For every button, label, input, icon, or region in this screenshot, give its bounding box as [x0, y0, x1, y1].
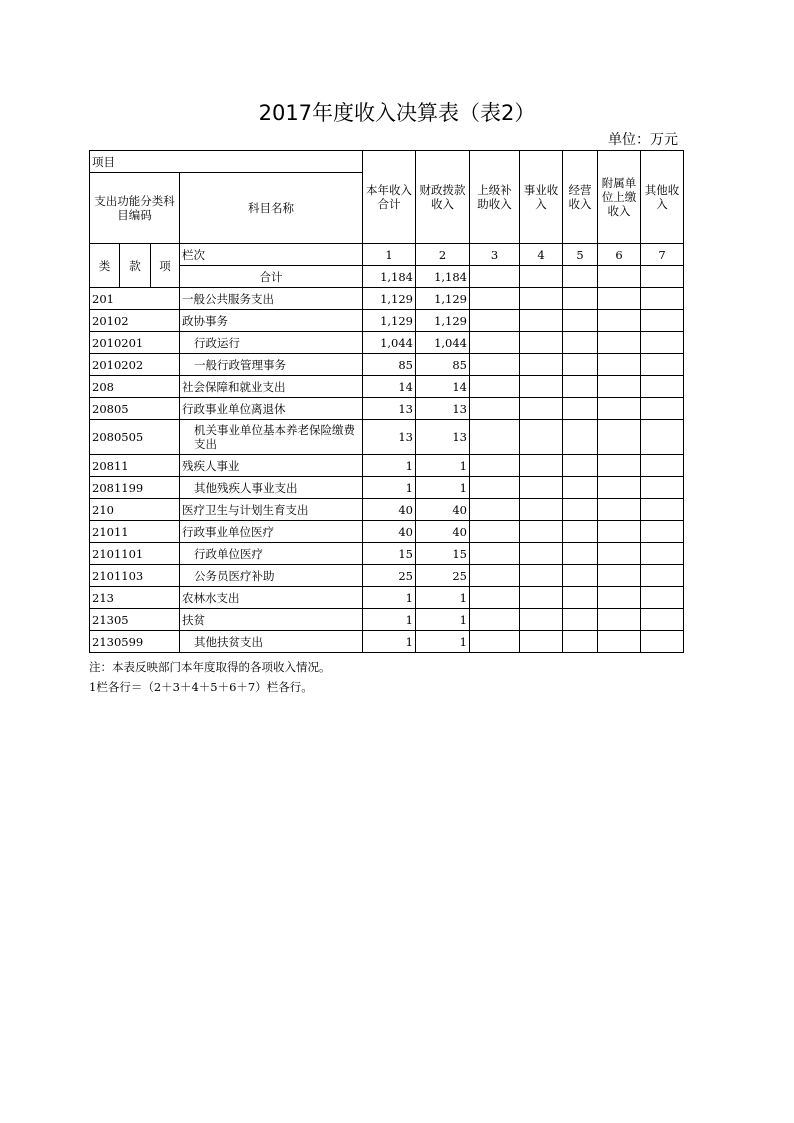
row-name: 农林水支出	[180, 587, 363, 609]
row-name: 一般公共服务支出	[180, 288, 363, 310]
row-v1: 1,129	[363, 310, 416, 332]
row-v2: 15	[416, 543, 470, 565]
header-col-5: 经营收入	[563, 151, 598, 244]
row-name: 医疗卫生与计划生育支出	[180, 499, 363, 521]
table-row	[90, 288, 684, 310]
row-name: 公务员医疗补助	[180, 565, 363, 587]
row-v1: 14	[363, 376, 416, 398]
row-v2: 1	[416, 587, 470, 609]
row-code: 2130599	[90, 631, 180, 653]
col-num: 4	[520, 244, 563, 266]
row-v1: 1	[363, 587, 416, 609]
header-code-label: 支出功能分类科目编码	[90, 173, 180, 244]
row-v2: 40	[416, 499, 470, 521]
row-v2: 1,129	[416, 288, 470, 310]
row-name: 残疾人事业	[180, 455, 363, 477]
table-row	[90, 455, 684, 477]
row-code: 21305	[90, 609, 180, 631]
row-code: 201	[90, 288, 180, 310]
row-v1: 1	[363, 477, 416, 499]
unit-label: 单位：万元	[608, 132, 678, 148]
table-row	[90, 609, 684, 631]
table-row	[90, 587, 684, 609]
row-name: 机关事业单位基本养老保险缴费支出	[180, 420, 363, 455]
row-code: 20102	[90, 310, 180, 332]
row-name: 其他扶贫支出	[180, 631, 363, 653]
row-name: 一般行政管理事务	[180, 354, 363, 376]
row-name: 行政运行	[180, 332, 363, 354]
header-row-project	[90, 151, 684, 173]
header-xiang: 项	[151, 244, 180, 288]
row-v1: 15	[363, 543, 416, 565]
row-v2: 85	[416, 354, 470, 376]
row-v1: 1	[363, 631, 416, 653]
col-num: 1	[363, 244, 416, 266]
table-row	[90, 354, 684, 376]
row-v2: 14	[416, 376, 470, 398]
total-v2: 1,184	[416, 266, 470, 288]
table-row	[90, 376, 684, 398]
header-kuan: 款	[120, 244, 151, 288]
row-code: 208	[90, 376, 180, 398]
row-code: 2081199	[90, 477, 180, 499]
row-v1: 40	[363, 499, 416, 521]
row-v1: 25	[363, 565, 416, 587]
col-num: 3	[470, 244, 520, 266]
table-row	[90, 398, 684, 420]
row-v2: 25	[416, 565, 470, 587]
row-v2: 1,044	[416, 332, 470, 354]
note-line-2: 1栏各行＝（2＋3＋4＋5＋6＋7）栏各行。	[89, 680, 313, 694]
row-v2: 1	[416, 477, 470, 499]
note-line-1: 注：本表反映部门本年度取得的各项收入情况。	[89, 660, 331, 674]
row-code: 213	[90, 587, 180, 609]
table-row	[90, 543, 684, 565]
row-v2: 1	[416, 455, 470, 477]
row-v1: 85	[363, 354, 416, 376]
header-col-6: 附属单位上缴收入	[598, 151, 641, 244]
row-code: 20811	[90, 455, 180, 477]
col-num: 5	[563, 244, 598, 266]
header-name-label: 科目名称	[180, 173, 363, 244]
row-v2: 13	[416, 420, 470, 455]
header-col-4: 事业收入	[520, 151, 563, 244]
header-project: 项目	[90, 151, 363, 173]
row-v2: 40	[416, 521, 470, 543]
table-row	[90, 420, 684, 455]
row-v1: 1,044	[363, 332, 416, 354]
row-code: 2101103	[90, 565, 180, 587]
row-name: 行政单位医疗	[180, 543, 363, 565]
row-v2: 1,129	[416, 310, 470, 332]
row-name: 行政事业单位离退休	[180, 398, 363, 420]
row-name: 扶贫	[180, 609, 363, 631]
header-col-1: 本年收入合计	[363, 151, 416, 244]
table-row	[90, 477, 684, 499]
header-row-lanci	[90, 244, 684, 266]
row-code: 2010201	[90, 332, 180, 354]
row-name: 社会保障和就业支出	[180, 376, 363, 398]
income-table	[89, 150, 684, 653]
table-row	[90, 565, 684, 587]
header-col-3: 上级补助收入	[470, 151, 520, 244]
row-name: 行政事业单位医疗	[180, 521, 363, 543]
table-row	[90, 521, 684, 543]
total-v1: 1,184	[363, 266, 416, 288]
row-v1: 1	[363, 609, 416, 631]
col-num: 6	[598, 244, 641, 266]
header-lanci: 栏次	[180, 244, 363, 266]
header-lei: 类	[90, 244, 120, 288]
row-code: 2080505	[90, 420, 180, 455]
row-code: 20805	[90, 398, 180, 420]
table-row	[90, 332, 684, 354]
header-col-7: 其他收入	[641, 151, 684, 244]
row-code: 2101101	[90, 543, 180, 565]
table-row	[90, 310, 684, 332]
row-code: 210	[90, 499, 180, 521]
col-num: 7	[641, 244, 684, 266]
page-title: 2017年度收入决算表（表2）	[258, 101, 536, 125]
row-v1: 13	[363, 398, 416, 420]
row-v2: 13	[416, 398, 470, 420]
row-v2: 1	[416, 609, 470, 631]
row-code: 2010202	[90, 354, 180, 376]
row-code: 21011	[90, 521, 180, 543]
header-col-2: 财政拨款收入	[416, 151, 470, 244]
table-row	[90, 499, 684, 521]
row-name: 其他残疾人事业支出	[180, 477, 363, 499]
row-v1: 1	[363, 455, 416, 477]
row-name: 政协事务	[180, 310, 363, 332]
col-num: 2	[416, 244, 470, 266]
row-v1: 40	[363, 521, 416, 543]
row-v1: 13	[363, 420, 416, 455]
row-v1: 1,129	[363, 288, 416, 310]
table-row	[90, 631, 684, 653]
row-v2: 1	[416, 631, 470, 653]
total-row	[90, 266, 684, 288]
total-label: 合计	[180, 266, 363, 288]
